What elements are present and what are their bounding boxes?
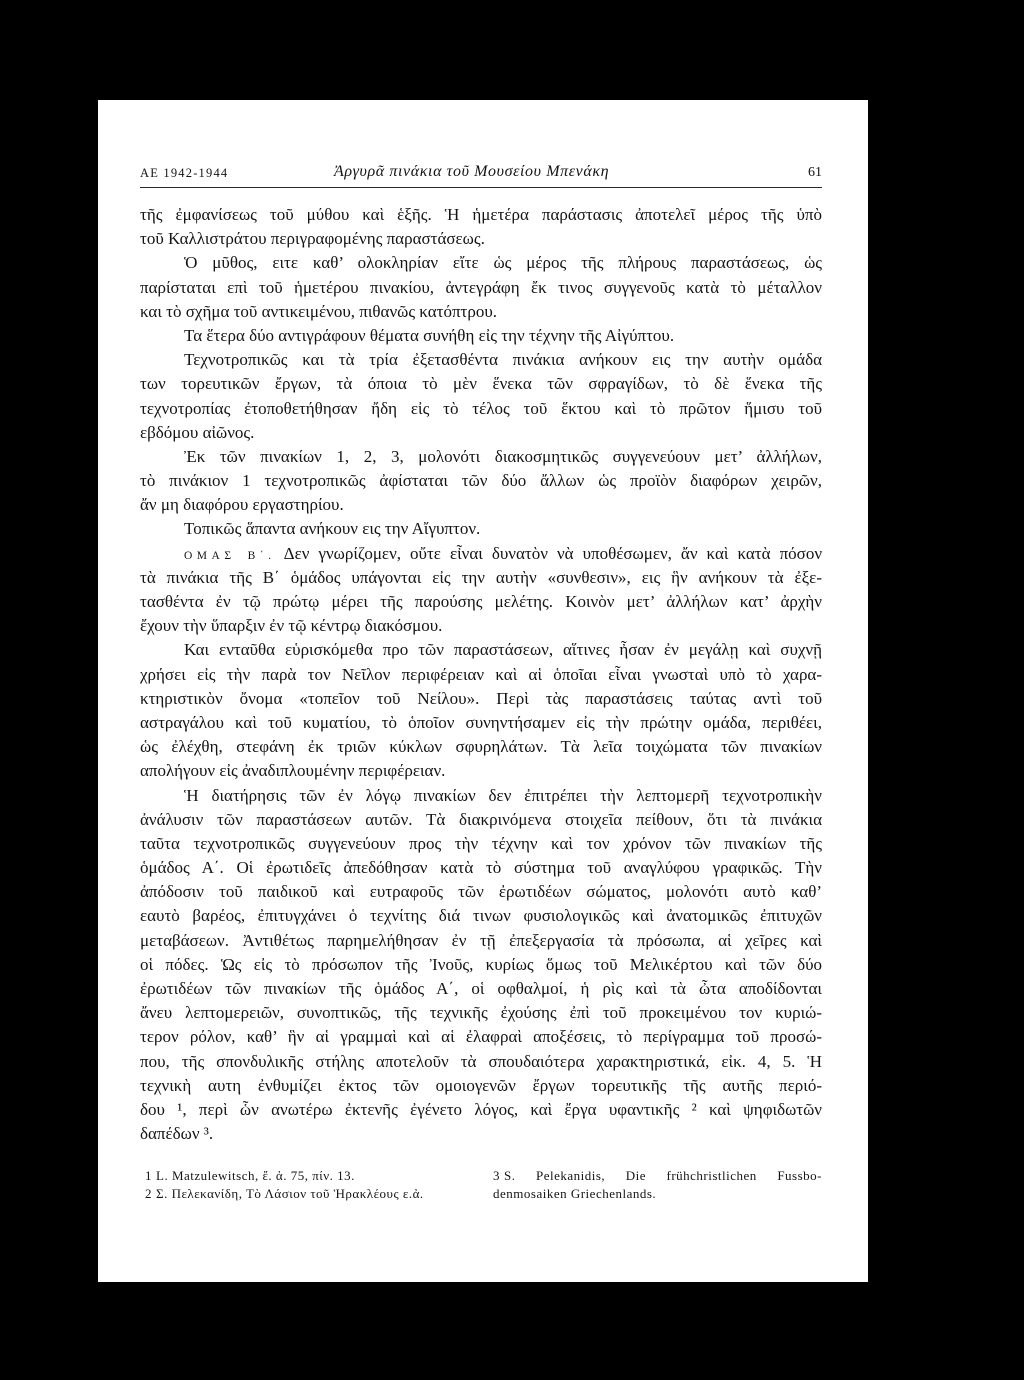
text-line: τοῦ Καλλιστράτου περιγραφομένης παραστάσεως. — [140, 229, 485, 249]
text-line: τασθέντα ἐν τῷ πρώτῳ μέρει τῆς παρούσης μελέτης. Κοινὸν μετ’ ἀλλήλων κατ’ ἀρχὴν — [140, 592, 822, 611]
text-line: δου ¹, περὶ ὧν ανωτέρω ἐκτενῆς ἐγένετο λόγος, καὶ ἔργα υφαντικῆς ² καὶ ψηφιδωτῶν — [140, 1099, 822, 1119]
text-line: δαπέδων ³. — [140, 1124, 214, 1144]
text-line: ταῦτα τεχνοτροπικῶς συγγενεύουν προς τὴν τέχνην καὶ τον χρόνον τῶν πινακίων τῆς — [140, 833, 822, 853]
text-line: Τα ἕτερα δύο αντιγράφουν θέματα συνήθη εἰς την τέχνην τῆς Αἰγύπτου. — [184, 325, 675, 345]
text-line: μεταβάσεων. Ἀντιθέτως παρημελήθησαν ἐν τῇ ἐπεξεργασία τὰ πρόσωπα, αἱ χεῖρες καὶ — [140, 930, 822, 950]
text-line: τεχνοτροπίας ἐτοποθετήθησαν ἤδη εἰς τὸ τέλος τοῦ ἕκτου καὶ τὸ πρῶτον ἥμισυ τοῦ — [140, 398, 822, 418]
text-line: τερον ρόλον, καθ’ ἣν αἱ γραμμαὶ καὶ αἱ ἐλαφραὶ αποξέσεις, τὸ περίγραμμα τοῦ προσώ- — [140, 1027, 822, 1047]
header-rule — [140, 187, 822, 188]
text-line: απολήγουν εἰς ἀναδιπλουμένην περιφέρειαν. — [140, 761, 446, 781]
text-line: των τορευτικῶν ἔργων, τὰ όποια τὸ μὲν ἕνεκα τῶν σφραγίδων, τὸ δὲ ἕνεκα τῆς — [140, 374, 822, 394]
text-line: ἄνευ λεπτομερειῶν, συνοπτικῶς, τῆς τεχνικῆς ἐχούσης ἐπὶ τοῦ προκειμένου τον κυριώ- — [140, 1003, 822, 1023]
footnote-text: L. Matzulewitsch, ἔ. ἀ. 75, πίν. 13. — [156, 1168, 355, 1183]
footnote — [145, 1185, 475, 1203]
text-line: τῆς ἐμφανίσεως τοῦ μύθου καὶ ἑξῆς. Ἡ ἡμετέρα παράστασις ἀποτελεῖ μέρος τῆς ὑπὸ — [140, 205, 822, 224]
text-line: τὸ πινάκιον 1 τεχνοτροπικῶς ἀφίσταται τῶν δύο ἄλλων ὡς προϊὸν διαφόρων χειρῶν, — [140, 471, 822, 491]
text-line: που, τῆς σπονδυλικῆς στήλης αποτελοῦν τὰ σπουδαιότερα χαρακτηριστικά, εἰκ. 4, 5. Ἡ — [140, 1051, 822, 1071]
text-line: τεχνικὴ αυτη ἐνθυμίζει ἐκτος τῶν ομοιογενῶν ἔργων τορευτικῆς τῆς αυτῆς περιό- — [140, 1075, 822, 1095]
paragraph — [140, 542, 822, 639]
text-line: παρίσταται επὶ τοῦ ἡμετέρου πινακίου, ἀντεγράφη ἔκ τινος συγγενοῦς κατὰ τὸ μέταλλον — [140, 277, 822, 297]
text-line: ἐρωτιδέων τῶν πινακίων τῆς ὁμάδος Α΄, οἱ οφθαλμοί, ἡ ρὶς καὶ τὰ ὦτα αποδίδονται — [140, 979, 822, 998]
footnote — [145, 1167, 475, 1185]
running-head-title: Ἀργυρᾶ πινάκια τοῦ Μουσείου Μπενάκη — [334, 163, 610, 180]
running-head-journal: ΑΕ 1942-1944 — [140, 166, 229, 180]
paragraph — [140, 251, 822, 324]
text-line: οἱ πόδες. Ὡς εἰς τὸ πρόσωπον τῆς Ἰνοῦς, κυρίως ὅμως τοῦ Μελικέρτου καὶ τῶν δύο — [140, 954, 822, 974]
text-line: Τοπικῶς ἅπαντα ανήκουν εις την Αἴγυπτον. — [184, 519, 481, 539]
text-line-run: Δεν γνωρίζομεν, οὔτε εἶναι δυνατὸν νὰ υποθέσωμεν, ἄν καὶ κατὰ πόσον — [283, 543, 823, 563]
text-line: χρήσει εἰς τὴν παρὰ τον Νεῖλον περιφέρειαν καὶ αἱ ὁποῖαι εἶναι γνωσταὶ υπὸ τὸ χαρα- — [140, 664, 822, 684]
paragraph — [140, 203, 822, 251]
text-line — [140, 542, 822, 566]
text-line: αστραγάλου καὶ τοῦ κυματίου, τὸ ὁποῖον συνηντήσαμεν εἰς τὴν πρώτην ομάδα, περιθέει, — [140, 712, 822, 732]
text-line: Ὁ μῦθος, ειτε καθ’ ολοκληρίαν εἴτε ὡς μέρος τῆς πλήρους παραστάσεως, ὡς — [184, 253, 822, 273]
paragraph — [140, 638, 822, 783]
footnotes-left-column — [145, 1167, 475, 1203]
footnote — [493, 1167, 822, 1185]
paragraph — [140, 324, 822, 348]
text-line: ἀνάλυσιν τῶν παραστάσεων αυτῶν. Τὰ διακρινόμενα στοιχεῖα πείθουν, ὅτι τὰ πινάκια — [140, 809, 822, 829]
paragraph — [140, 445, 822, 518]
text-line: ἔχουν τὴν ὕπαρξιν ἐν τῷ κέντρῳ διακόσμου. — [140, 616, 443, 636]
footnote-number: 2 — [145, 1186, 152, 1201]
footnote-number: 1 — [145, 1168, 152, 1183]
text-line: Και ενταῦθα εὑρισκόμεθα προ τῶν παραστάσεων, αἵτινες ἦσαν ἐν μεγάλῃ καὶ συχνῇ — [184, 640, 822, 660]
text-line: κτηριστικὸν ὄνομα «τοπεῖον τοῦ Νείλου». Περὶ τὰς παραστάσεις ταύτας αντὶ τοῦ — [140, 688, 822, 708]
text-line: ὁμάδος Α΄. Οἱ ἐρωτιδεῖς ἀπεδόθησαν κατὰ τὸ σύστημα τοῦ αναγλύφου γραφικῶς. Τὴν — [140, 858, 822, 878]
body-text — [140, 203, 822, 1146]
footnote-number: 3 — [493, 1168, 500, 1183]
text-line: Τεχνοτροπικῶς και τὰ τρία ἐξετασθέντα πινάκια ανήκουν εις την αυτὴν ομάδα — [184, 350, 822, 370]
paragraph — [140, 517, 822, 541]
paragraph — [140, 348, 822, 445]
text-line: Ἐκ τῶν πινακίων 1, 2, 3, μολονότι διακοσμητικῶς συγγενεύουν μετ’ ἀλλήλων, — [184, 446, 822, 466]
footnote-text: Σ. Πελεκανίδη, Τὸ Λάσιον τοῦ Ἡρακλέους ε.ἀ. — [156, 1186, 424, 1201]
text-line: τὰ πινάκια τῆς Β΄ ὁμάδος υπάγονται εἰς την αυτὴν «συνθεσιν», εις ἣν ανήκουν τὰ ἐξε- — [140, 567, 822, 587]
footnote-continuation: denmosaiken Griechenlands. — [493, 1186, 657, 1201]
group-heading: ΟΜΑΣ Β΄. — [184, 549, 276, 562]
text-line: και τὸ σχῆμα τοῦ αντικειμένου, πιθανῶς κατόπτρου. — [140, 301, 498, 321]
footnote-text: S. Pelekanidis, Die frühchristlichen Fussbo- — [504, 1168, 822, 1183]
text-line: Ἡ διατήρησις τῶν ἐν λόγῳ πινακίων δεν ἐπιτρέπει τὴν λεπτομερῆ τεχνοτροπικὴν — [184, 785, 822, 805]
text-line: ἄν μη διαφόρου εργαστηρίου. — [140, 495, 344, 515]
page-number: 61 — [808, 165, 822, 180]
footnotes-right-column — [493, 1167, 822, 1203]
text-line: εαυτὸ βαρέος, ἐπιτυγχάνει ὁ τεχνίτης διά τινων φυσιολογικῶς καὶ ἀνατομικῶς ἐπιτυχῶν — [140, 906, 822, 926]
text-line: εβδόμου αἰῶνος. — [140, 422, 255, 442]
text-line: ἀπόδοσιν τοῦ παιδικοῦ καὶ ευτραφοῦς τῶν ἐρωτιδέων σώματος, μολονότι αυτὸ καθ’ — [140, 882, 822, 902]
paragraph — [140, 784, 822, 1147]
text-line: ὡς ἐλέχθη, στεφάνη ἐκ τριῶν κύκλων σφυρηλάτων. Τὰ λεῖα τοιχώματα τῶν πινακίων — [140, 737, 822, 757]
